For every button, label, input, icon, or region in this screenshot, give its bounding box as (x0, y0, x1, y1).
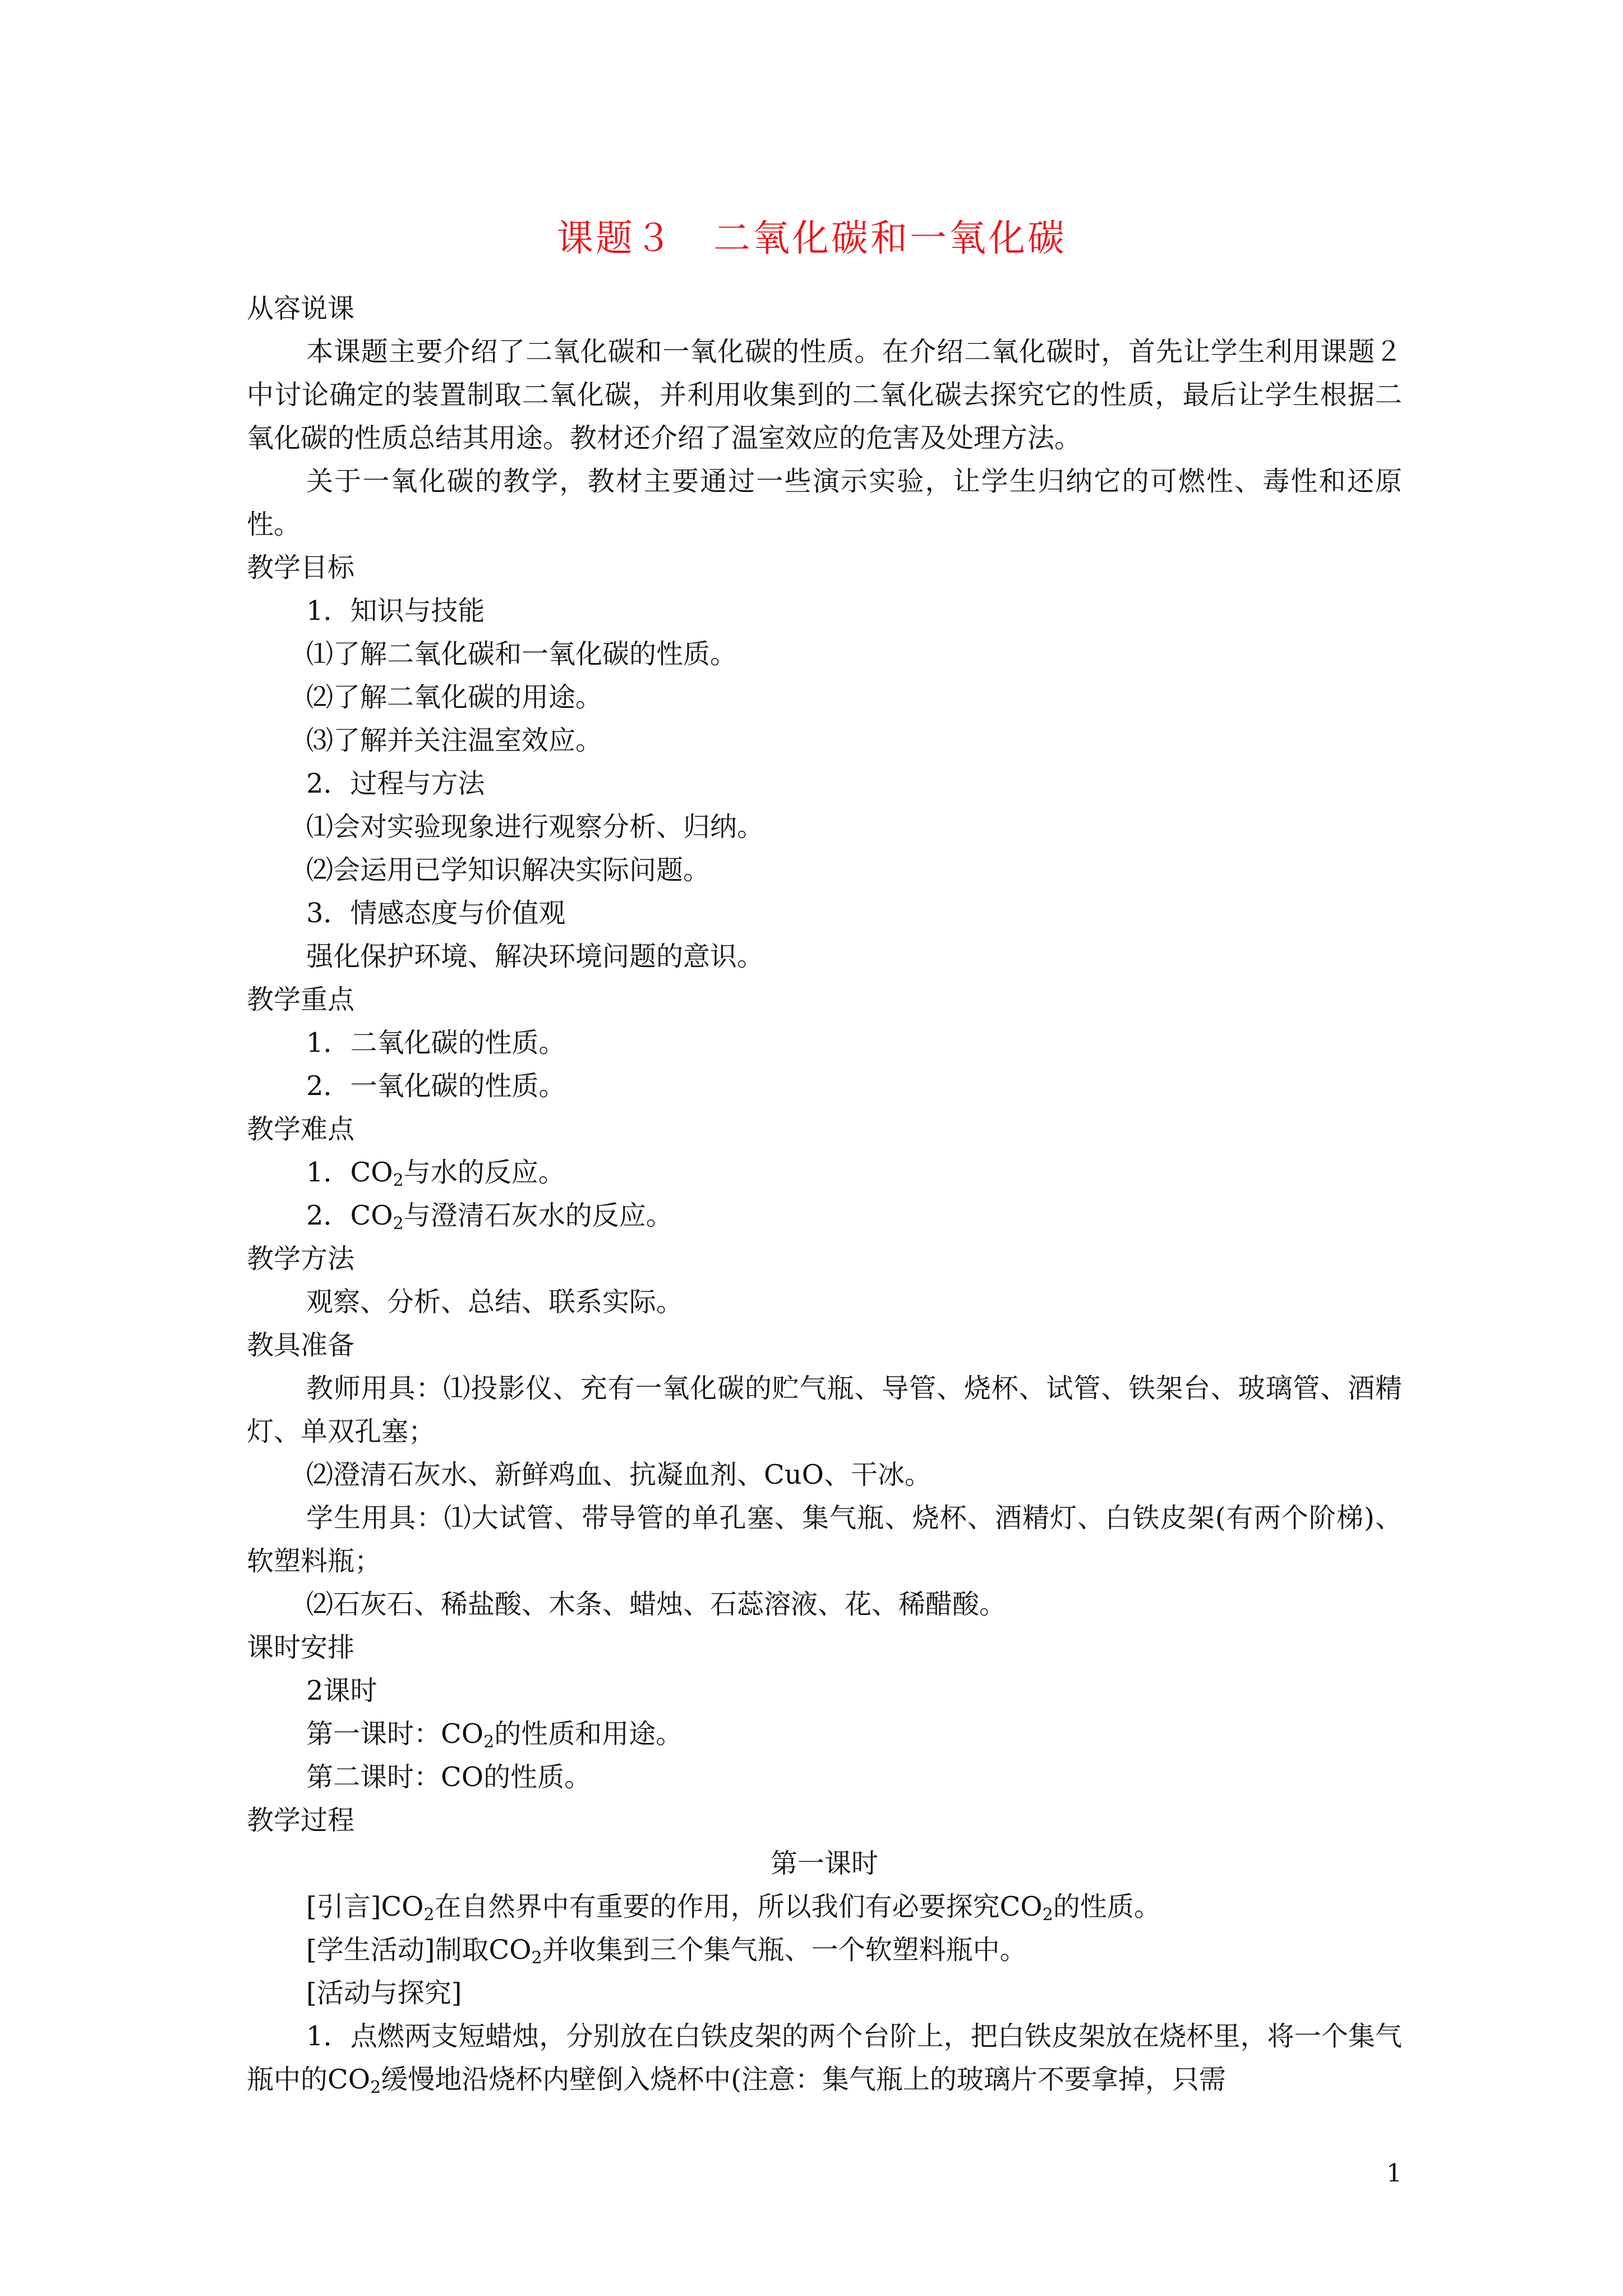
process-line (247, 2015, 1402, 2101)
subscript: 2 (423, 1905, 435, 1925)
text-run: [学生活动]制取CO (306, 1934, 532, 1966)
schedule-line (247, 1713, 1402, 1756)
tools-line: ⑵澄清石灰水、新鲜鸡血、抗凝血剂、CuO、干冰。 (306, 1459, 932, 1490)
lesson-subheading: 第一课时 (770, 1848, 878, 1879)
goals-line: 1．知识与技能 (306, 595, 485, 627)
subscript: 2 (370, 2078, 381, 2097)
process-line: [活动与探究] (306, 1977, 462, 2009)
goals-line: 强化保护环境、解决环境问题的意识。 (306, 941, 764, 972)
text-run: 1．点燃两支短蜡烛，分别放在白铁皮架的两个台阶上，把白铁皮架放在烧杯里，将一个集气瓶中的CO (247, 2021, 1402, 2095)
text-run: 2．CO (306, 1200, 393, 1231)
text-run: [引言]CO (306, 1891, 424, 1922)
page-title: 课题３ 二氧化碳和一氧化碳 (556, 217, 1067, 260)
goals-line: ⑶了解并关注温室效应。 (306, 725, 603, 756)
key-line: 2．一氧化碳的性质。 (306, 1070, 566, 1102)
schedule-line: 第二课时：CO的性质。 (306, 1761, 592, 1793)
text-run: 缓慢地沿烧杯内壁倒入烧杯中(注意：集气瓶上的玻璃片不要拿掉，只需 (381, 2064, 1226, 2095)
difficult-line (247, 1194, 1402, 1237)
subscript: 2 (393, 1171, 404, 1190)
schedule-line: 2课时 (306, 1675, 377, 1706)
text-run: 的性质和用途。 (494, 1718, 683, 1750)
section-heading-key: 教学重点 (247, 984, 355, 1015)
goals-line: ⑴会对实验现象进行观察分析、归纳。 (306, 811, 764, 843)
key-line: 1．二氧化碳的性质。 (306, 1027, 566, 1059)
process-line (247, 1929, 1402, 1972)
page-number: 1 (1386, 2159, 1402, 2188)
section-heading-method: 教学方法 (247, 1243, 355, 1274)
section-heading-goals: 教学目标 (247, 552, 355, 583)
tools-line: 教师用具：⑴投影仪、充有一氧化碳的贮气瓶、导管、烧杯、试管、铁架台、玻璃管、酒精灯、单双孔塞； (247, 1373, 1402, 1447)
goals-line: 2．过程与方法 (306, 768, 485, 799)
tools-line: 学生用具：⑴大试管、带导管的单孔塞、集气瓶、烧杯、酒精灯、白铁皮架(有两个阶梯)、软塑料瓶； (247, 1502, 1402, 1577)
text-run: 第一课时：CO (306, 1718, 484, 1750)
document-body (247, 287, 1402, 2101)
process-line (247, 1885, 1402, 1929)
tools-line: ⑵石灰石、稀盐酸、木条、蜡烛、石蕊溶液、花、稀醋酸。 (306, 1589, 1007, 1620)
text-run: 并收集到三个集气瓶、一个软塑料瓶中。 (542, 1934, 1027, 1966)
subscript: 2 (1042, 1905, 1053, 1925)
difficult-line (247, 1151, 1402, 1194)
text-run: 与澄清石灰水的反应。 (403, 1200, 673, 1231)
subscript: 2 (393, 1214, 404, 1234)
section-heading-intro: 从容说课 (247, 293, 355, 324)
intro-paragraph-2: 关于一氧化碳的教学，教材主要通过一些演示实验，让学生归纳它的可燃性、毒性和还原性。 (247, 466, 1402, 540)
text-run: 的性质。 (1053, 1891, 1161, 1922)
goals-line: ⑵会运用已学知识解决实际问题。 (306, 854, 711, 886)
goals-line: ⑵了解二氧化碳的用途。 (306, 682, 603, 713)
intro-paragraph-1: 本课题主要介绍了二氧化碳和一氧化碳的性质。在介绍二氧化碳时，首先让学生利用课题２中讨论确定的装置制取二氧化碳，并利用收集到的二氧化碳去探究它的性质，最后让学生根据二氧化碳的性质总结其用途。教材还介绍了温室效应的危害及处理方法。 (247, 336, 1402, 454)
goals-line: 3．情感态度与价值观 (306, 898, 566, 929)
section-heading-difficult: 教学难点 (247, 1114, 355, 1145)
subscript: 2 (483, 1732, 495, 1752)
subscript: 2 (531, 1948, 542, 1968)
section-heading-tools: 教具准备 (247, 1329, 355, 1361)
section-heading-process: 教学过程 (247, 1805, 355, 1836)
goals-line: ⑴了解二氧化碳和一氧化碳的性质。 (306, 638, 737, 670)
method-line: 观察、分析、总结、联系实际。 (306, 1286, 684, 1318)
text-run: 1．CO (306, 1157, 393, 1188)
text-run: 与水的反应。 (403, 1157, 565, 1188)
text-run: 在自然界中有重要的作用，所以我们有必要探究CO (434, 1891, 1043, 1922)
section-heading-schedule: 课时安排 (247, 1632, 355, 1663)
